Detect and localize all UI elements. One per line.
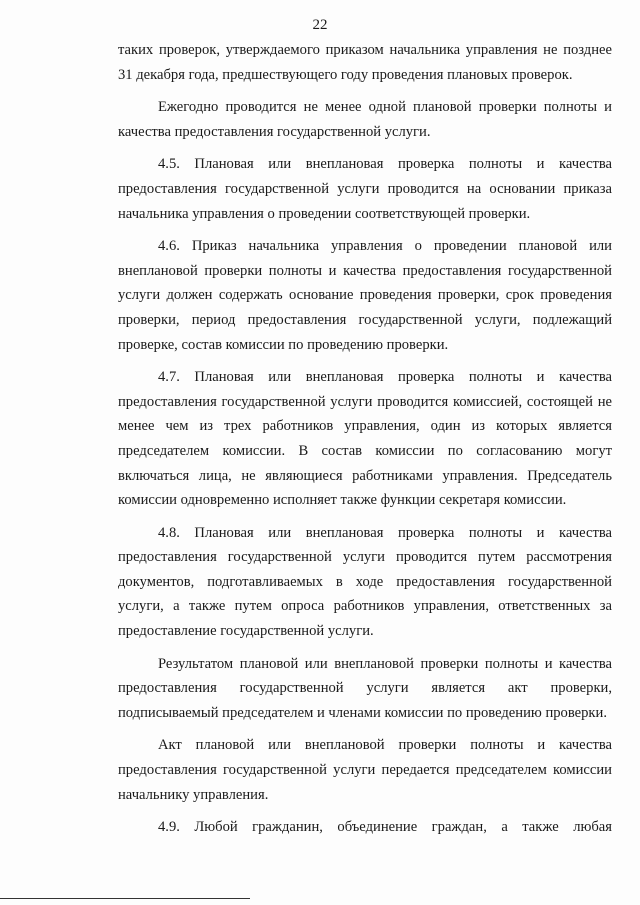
paragraph-4-6: 4.6. Приказ начальника управления о проведении плановой или внеплановой проверки полноты и качества предоставления государственной услуги должен содержать основание проведения проверки, срок проведения проверки, период предоставления государственной услуги, подлежащий проверке, состав комиссии по проведению проверки.	[118, 238, 612, 353]
paragraph-annual-inspection: Ежегодно проводится не менее одной плановой проверки полноты и качества предоставления государственной услуги.	[118, 99, 612, 140]
footer-divider	[0, 898, 250, 899]
paragraph-4-5: 4.5. Плановая или внеплановая проверка полноты и качества предоставления государственной услуги проводится на основании приказа начальника управления о проведении соответствующей проверки.	[118, 156, 612, 222]
paragraph-act-transfer: Акт плановой или внеплановой проверки полноты и качества предоставления государственной услуги передается председателем комиссии начальнику управления.	[118, 737, 612, 803]
paragraph-4-9: 4.9. Любой гражданин, объединение граждан, а также любая	[158, 819, 612, 836]
document-body	[118, 38, 612, 840]
paragraph-4-8: 4.8. Плановая или внеплановая проверка полноты и качества предоставления государственной услуги проводится путем рассмотрения документов, подготавливаемых в ходе предоставления государственной услуги, а также путем опроса работников управления, ответственных за предоставление государственной услуги.	[118, 524, 612, 640]
page-number: 22	[312, 17, 328, 33]
paragraph-4-7: 4.7. Плановая или внеплановая проверка полноты и качества предоставления государственной услуги проводится комиссией, состоящей не менее чем из трех работников управления, один из которых является председателем комиссии. В состав комиссии по согласованию могут включаться лица, не являющиеся работниками управления. Председатель комиссии одновременно исполняет также функции секретаря комиссии.	[118, 369, 612, 509]
paragraph-continued: таких проверок, утверждаемого приказом начальника управления не позднее 31 декабря года, предшествующего году проведения плановых проверок.	[118, 42, 612, 83]
paragraph-inspection-result: Результатом плановой или внеплановой проверки полноты и качества предоставления государственной услуги является акт проверки, подписываемый председателем и членами комиссии по проведению проверки.	[118, 655, 612, 721]
